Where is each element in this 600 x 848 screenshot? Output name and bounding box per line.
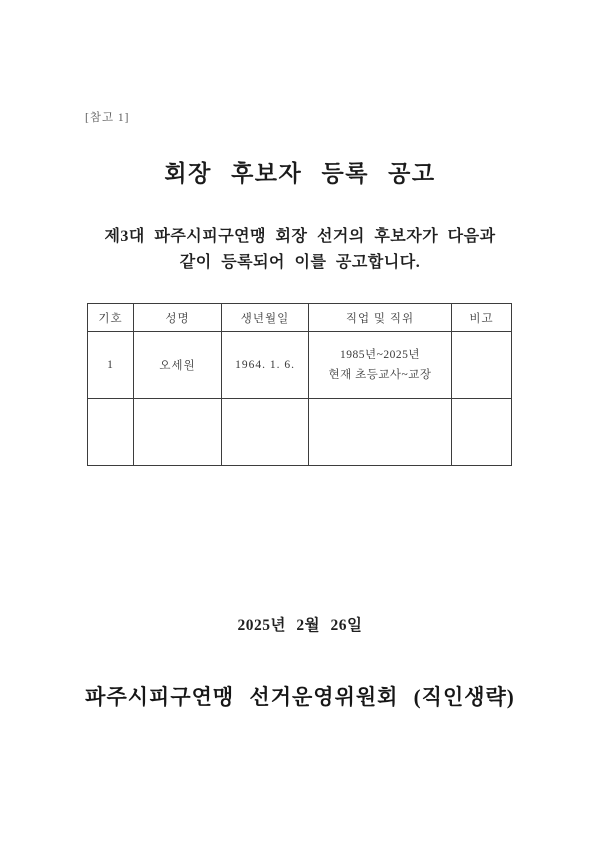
occupation-line-1: 1985년~2025년 (340, 349, 420, 361)
page-title: 회장 후보자 등록 공고 (164, 161, 436, 186)
cell-symbol-number (88, 399, 134, 466)
table-row-candidate-1 (88, 332, 512, 399)
announcement-date: 2025년 2월 26일 (237, 617, 363, 634)
cell-birthdate: 1964. 1. 6. (222, 332, 309, 399)
cell-birthdate (222, 399, 309, 466)
intro-paragraph (0, 224, 600, 276)
issuing-organization: 파주시피구연맹 선거운영위원회 (직인생략) (85, 685, 515, 709)
cell-note (452, 399, 512, 466)
header-name: 성명 (134, 304, 222, 332)
cell-occupation (309, 332, 452, 399)
cell-symbol-number: 1 (88, 332, 134, 399)
header-birthdate: 생년월일 (222, 304, 309, 332)
header-symbol-number: 기호 (88, 304, 134, 332)
intro-line-2: 같이 등록되어 이를 공고합니다. (179, 254, 421, 271)
cell-name (134, 399, 222, 466)
cell-occupation (309, 399, 452, 466)
candidate-table (87, 303, 512, 466)
occupation-line-2: 현재 초등교사~교장 (328, 369, 432, 381)
cell-name: 오세원 (134, 332, 222, 399)
header-note: 비고 (452, 304, 512, 332)
table-header-row (88, 304, 512, 332)
header-occupation: 직업 및 직위 (309, 304, 452, 332)
candidate-table-header (88, 304, 512, 332)
cell-note (452, 332, 512, 399)
table-row-empty (88, 399, 512, 466)
intro-line-1: 제3대 파주시피구연맹 회장 선거의 후보자가 다음과 (104, 228, 496, 245)
reference-label: [참고 1] (85, 112, 130, 124)
